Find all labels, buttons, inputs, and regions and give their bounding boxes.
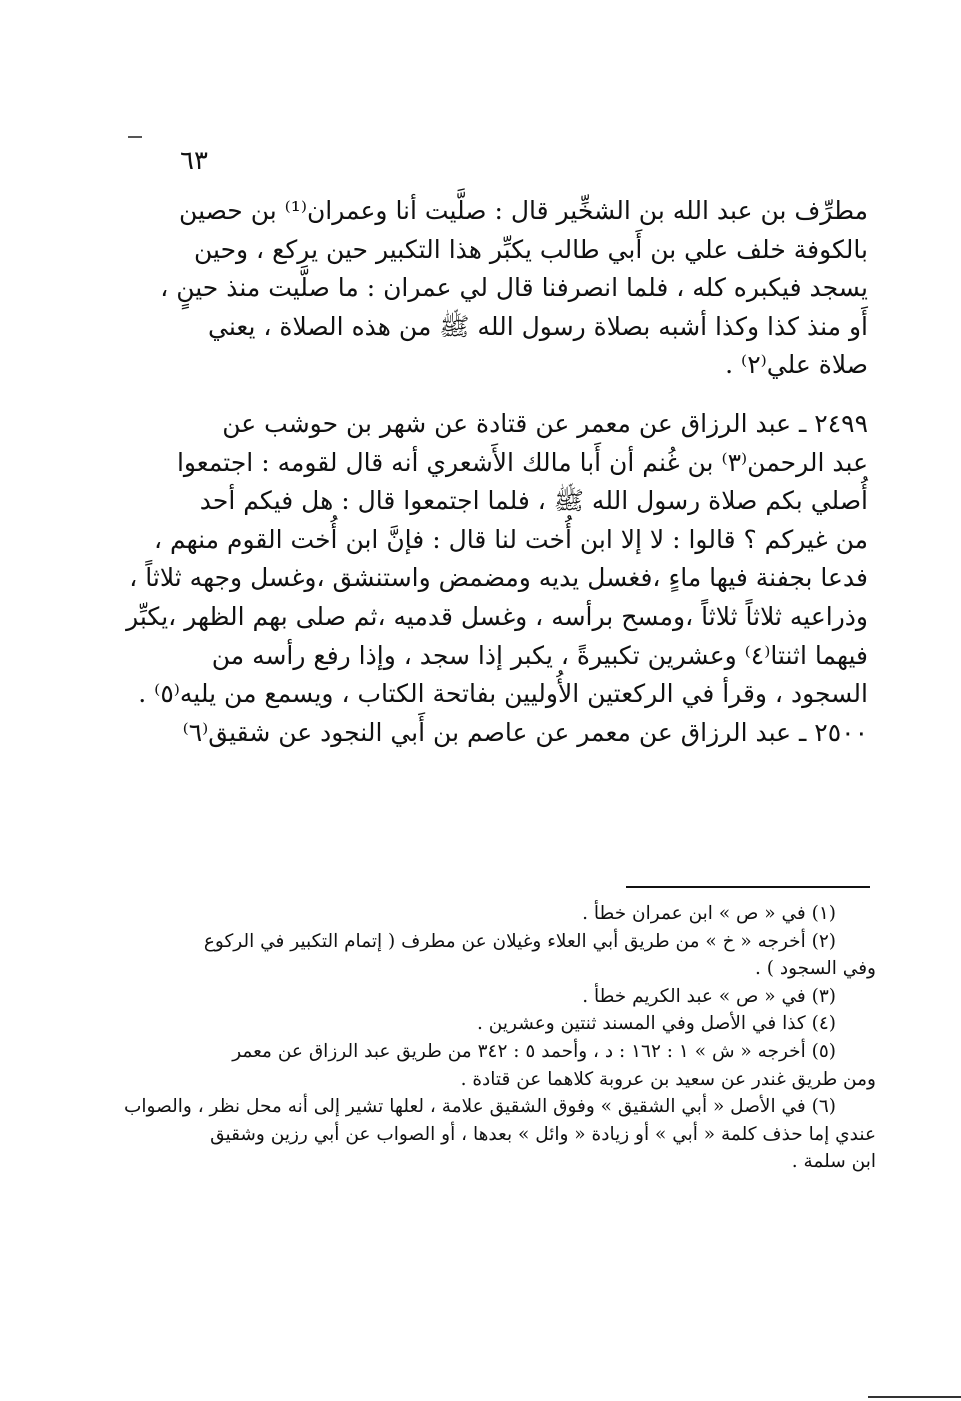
scan-edge-line (868, 1396, 961, 1398)
footnote-6-cont: عندي إما حذف كلمة « أبي » أو زيادة « وائل » بعدها ، أو الصواب عن أبي رزين وشقيق (210, 1123, 876, 1145)
footnote-separator (626, 886, 870, 888)
text-line: مطرِّف بن عبد الله بن الشخِّير قال : صلَّيت أنا وعمران⁽¹⁾ بن حصين (179, 196, 868, 225)
main-text (126, 192, 868, 752)
footnote-4: (٤) كذا في الأصل وفي المسند ثنتين وعشرين . (477, 1013, 836, 1035)
footnote-2: (٢) أخرجه « خ » من طريق أبي العلاء وغيلان عن مطرف ( إتمام التكبير في الركوع (203, 930, 836, 952)
text-line: بالكوفة خلف علي بن أَبي طالب يكبِّر هذا التكبير حين يركع ، وحين (194, 234, 868, 264)
footnote-6-cont: ابن سلمة . (791, 1151, 876, 1173)
page-number: ٦٣ (180, 146, 208, 176)
footnote-5: (٥) أخرجه « ش » ١ : ١٦٢ : د ، وأحمد ٥ : ٣٤٢ من طريق عبد الرزاق عن معمر (232, 1040, 836, 1062)
footnote-3: (٣) في « ص » عبد الكريم خطأ . (582, 985, 836, 1007)
footnote-1: (١) في « ص » ابن عمران خطأ . (582, 903, 836, 924)
hadith-2499-line: وذراعيه ثلاثاً ثلاثاً ،ومسح برأسه ، وغسل قدميه ،ثم صلى بهم الظهر ،يكبِّر (126, 601, 868, 631)
footnote-5-cont: ومن طريق غندر عن سعيد بن عروبة كلاهما عن قتادة . (460, 1068, 876, 1090)
footnote-6: (٦) في الأصل « أبي الشقيق » وفوق الشقيق علامة ، لعلها تشير إلى أنه محل نظر ، والصواب (123, 1096, 836, 1118)
hadith-2500-line: ٢٥٠٠ ـ عبد الرزاق عن معمر عن عاصم بن أَبي النجود عن شقيق⁽٦⁾ (182, 717, 868, 747)
hadith-2499-line: فيهما اثنتا⁽٤⁾ وعشرين تكبيرةً ، يكبر إذا سجد ، وإذا رفع رأسه من (211, 640, 868, 670)
text-line: أَو منذ كذا وكذا أشبه بصلاة رسول الله ﷺ من هذه الصلاة ، يعني (208, 311, 868, 341)
paragraph-gap (186, 385, 868, 405)
hadith-2499-line: السجود ، وقرأ في الركعتين الأُوليين بفاتحة الكتاب ، ويسمع من يليه⁽٥⁾ . (138, 679, 868, 709)
footnote-2-cont: وفي السجود ) . (755, 958, 876, 980)
text-line: يسجد فيكبره كله ، فلما انصرفنا قال لي عمران : ما صلَّيت منذ حينٍ ، (160, 273, 868, 303)
scan-mark (128, 136, 142, 138)
hadith-2499-line: ٢٤٩٩ ـ عبد الرزاق عن معمر عن قتادة عن شهر بن حوشب عن (222, 408, 868, 438)
hadith-2499-line: عبد الرحمن⁽٣⁾ بن غُنم أن أَبا مالك الأَشعري أنه قال لقومه : اجتمعوا (176, 447, 868, 477)
footnotes (123, 900, 876, 1176)
text-line: صلاة علي⁽٢⁾ . (725, 350, 868, 380)
hadith-2499-line: من غيركم ؟ قالوا : لا إلا ابن أُخت لنا قال : فإنَّ ابن أُخت القوم منهم ، (153, 524, 868, 554)
hadith-2499-line: أُصلي بكم صلاة رسول الله ﷺ ، فلما اجتمعوا قال : هل فيكم أحد (199, 486, 868, 516)
hadith-2499-line: فدعا بجفنة فيها ماءٍ ،فغسل يديه ومضمض واستنشق ،وغسل وجهه ثلاثاً ، (129, 563, 868, 593)
